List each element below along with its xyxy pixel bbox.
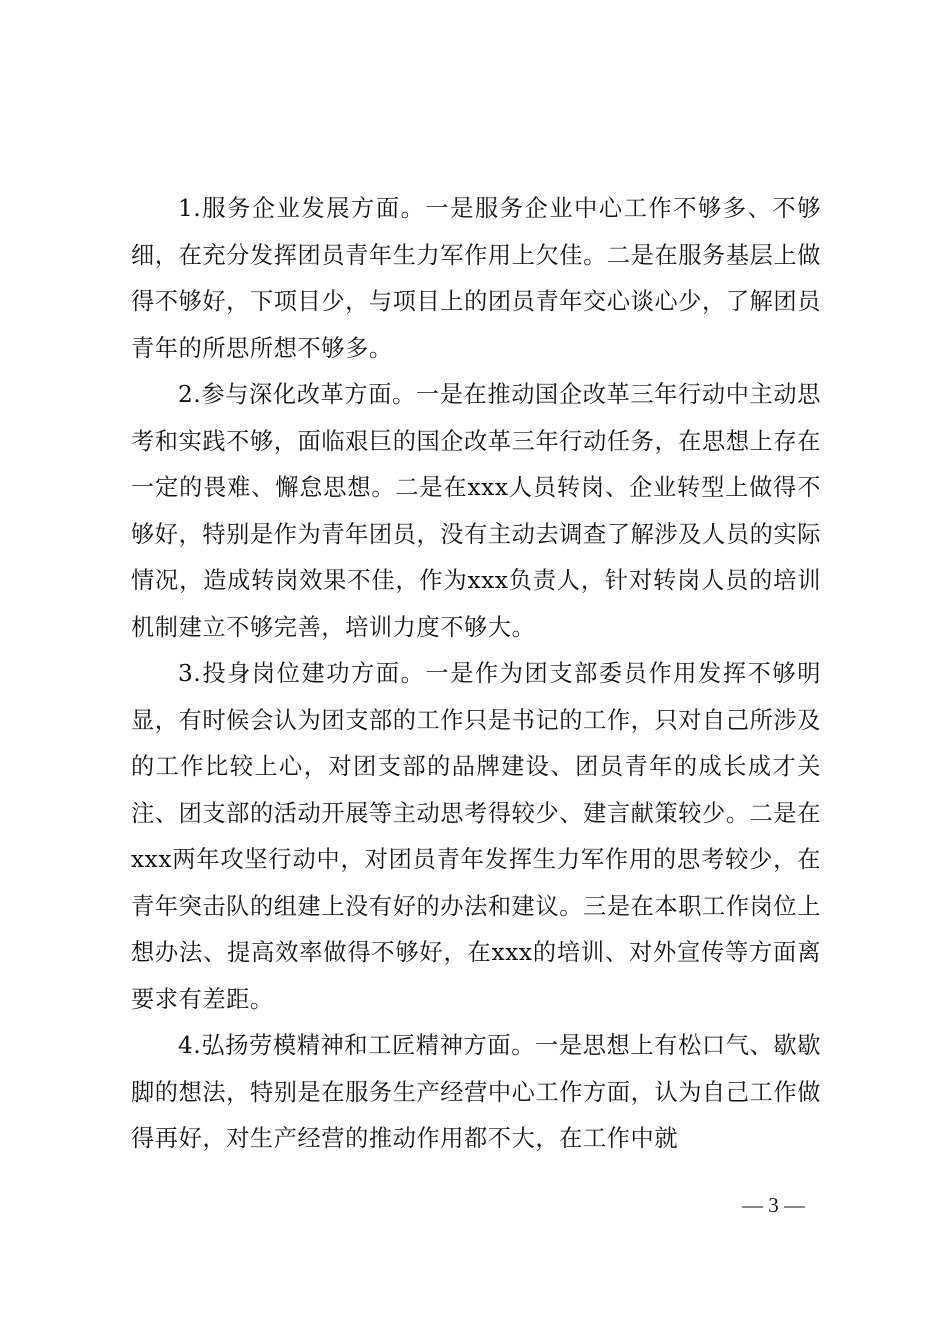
document-body [131,186,821,1163]
page-number: — 3 — [742,1193,805,1217]
paragraph-deepen-reform: 2.参与深化改革方面。一是在推动国企改革三年行动中主动思考和实践不够，面临艰巨的国企改革三年行动任务，在思想上存在一定的畏难、懈怠思想。二是在xxx人员转岗、企业转型上做得不够好，特别是作为青年团员，没有主动去调查了解涉及人员的实际情况，造成转岗效果不佳，作为xxx负责人，针对转岗人员的培训机制建立不够完善，培训力度不够大。 [131,381,821,641]
paragraph-post-contribution: 3.投身岗位建功方面。一是作为团支部委员作用发挥不够明显，有时候会认为团支部的工作只是书记的工作，只对自己所涉及的工作比较上心，对团支部的品牌建设、团员青年的成长成才关注、团支部的活动开展等主动思考得较少、建言献策较少。二是在xxx两年攻坚行动中，对团员青年发挥生力军作用的思考较少，在青年突击队的组建上没有好的办法和建议。三是在本职工作岗位上想办法、提高效率做得不够好，在xxx的培训、对外宣传等方面离要求有差距。 [131,660,821,1013]
paragraph-service-enterprise: 1.服务企业发展方面。一是服务企业中心工作不够多、不够细，在充分发挥团员青年生力军作用上欠佳。二是在服务基层上做得不够好，下项目少，与项目上的团员青年交心谈心少，了解团员青年的所思所想不够多。 [131,195,821,362]
paragraph-model-worker-spirit: 4.弘扬劳模精神和工匠精神方面。一是思想上有松口气、歇歇脚的想法，特别是在服务生产经营中心工作方面，认为自己工作做得再好，对生产经营的推动作用都不大，在工作中就 [131,1032,821,1152]
